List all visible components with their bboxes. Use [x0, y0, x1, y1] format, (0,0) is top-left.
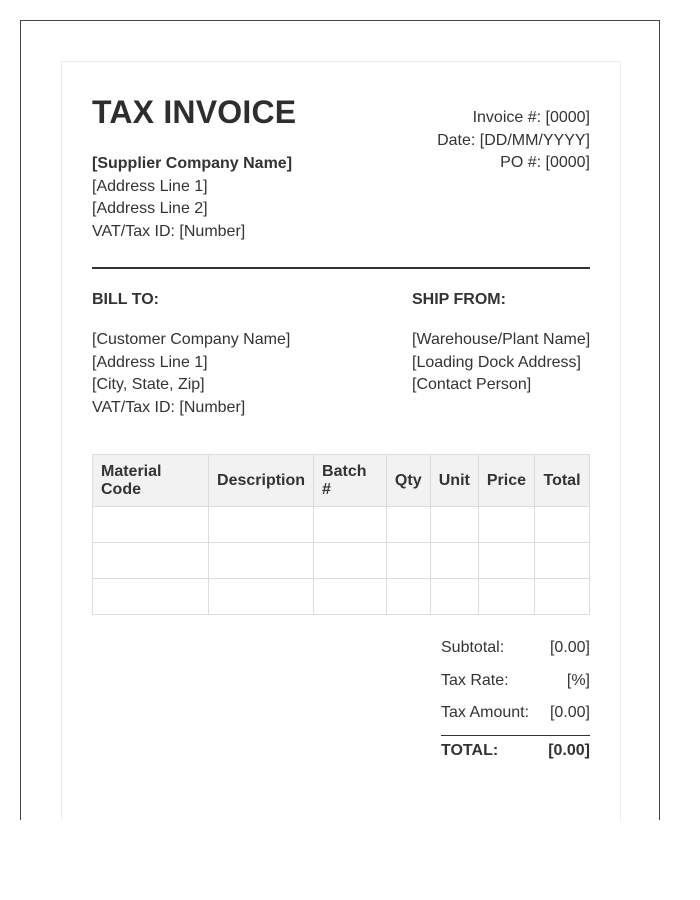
customer-address-line-1: [Address Line 1]: [92, 353, 208, 371]
table-cell: [535, 543, 590, 579]
total-value: [0.00]: [548, 741, 590, 759]
po-number: PO #: [0000]: [500, 154, 590, 171]
grand-total-row: [441, 735, 590, 766]
table-cell: [386, 507, 430, 543]
table-row: [93, 579, 590, 615]
table-cell: [535, 507, 590, 543]
header-qty: Qty: [386, 455, 430, 507]
ship-from-block: [412, 329, 590, 397]
tax-rate-label: Tax Rate:: [441, 671, 509, 689]
subtotal-value: [0.00]: [549, 639, 590, 656]
invoice-number: Invoice #: [0000]: [472, 109, 590, 126]
table-cell: [430, 579, 478, 615]
tax-rate-value: [%]: [566, 671, 590, 689]
customer-city: [City, State, Zip]: [92, 376, 205, 393]
total-label: TOTAL:: [441, 741, 499, 759]
subtotal-row: [441, 636, 590, 669]
supplier-vat: VAT/Tax ID: [Number]: [92, 222, 246, 240]
table-row: [93, 507, 590, 543]
customer-vat: VAT/Tax ID: [Number]: [92, 398, 246, 416]
table-cell: [93, 543, 209, 579]
table-cell: [386, 543, 430, 579]
totals-block: [441, 636, 590, 766]
bill-to-block: [92, 329, 290, 419]
table-cell: [478, 543, 534, 579]
table-cell: [209, 543, 314, 579]
table-cell: [535, 579, 590, 615]
tax-amount-value: [0.00]: [549, 704, 590, 721]
table-cell: [93, 507, 209, 543]
tax-amount-row: [441, 701, 590, 734]
header-price: Price: [478, 455, 534, 507]
table-cell: [209, 579, 314, 615]
header-unit: Unit: [430, 455, 478, 507]
contact-person: [Contact Person]: [412, 376, 532, 393]
table-cell: [314, 543, 387, 579]
loading-dock: [Loading Dock Address]: [412, 353, 581, 371]
invoice-date: Date: [DD/MM/YYYY]: [437, 131, 590, 149]
invoice-title: TAX INVOICE: [92, 94, 297, 130]
tax-rate-row: [441, 669, 590, 702]
table-cell: [478, 507, 534, 543]
table-cell: [209, 507, 314, 543]
invoice-meta: [437, 107, 590, 175]
subtotal-label: Subtotal:: [441, 639, 505, 656]
table-row: [93, 543, 590, 579]
table-cell: [430, 543, 478, 579]
header-batch: Batch #: [314, 455, 387, 507]
supplier-name: [Supplier Company Name]: [92, 155, 293, 172]
supplier-address-line-2: [Address Line 2]: [92, 200, 208, 217]
warehouse-name: [Warehouse/Plant Name]: [412, 331, 591, 348]
header-total: Total: [535, 455, 590, 507]
ship-from-label: SHIP FROM:: [412, 291, 506, 308]
bill-to-label: BILL TO:: [92, 291, 159, 308]
table-cell: [430, 507, 478, 543]
header-material-code: Material Code: [93, 455, 209, 507]
customer-company: [Customer Company Name]: [92, 331, 291, 348]
table-cell: [93, 579, 209, 615]
table-cell: [314, 507, 387, 543]
table-cell: [314, 579, 387, 615]
table-header-row: [93, 455, 590, 507]
header-divider: [92, 267, 590, 269]
header-description: Description: [209, 455, 314, 507]
tax-amount-label: Tax Amount:: [441, 704, 530, 721]
table-cell: [386, 579, 430, 615]
supplier-block: [92, 153, 292, 243]
line-items-table: [92, 454, 590, 615]
table-cell: [478, 579, 534, 615]
supplier-address-line-1: [Address Line 1]: [92, 177, 208, 195]
